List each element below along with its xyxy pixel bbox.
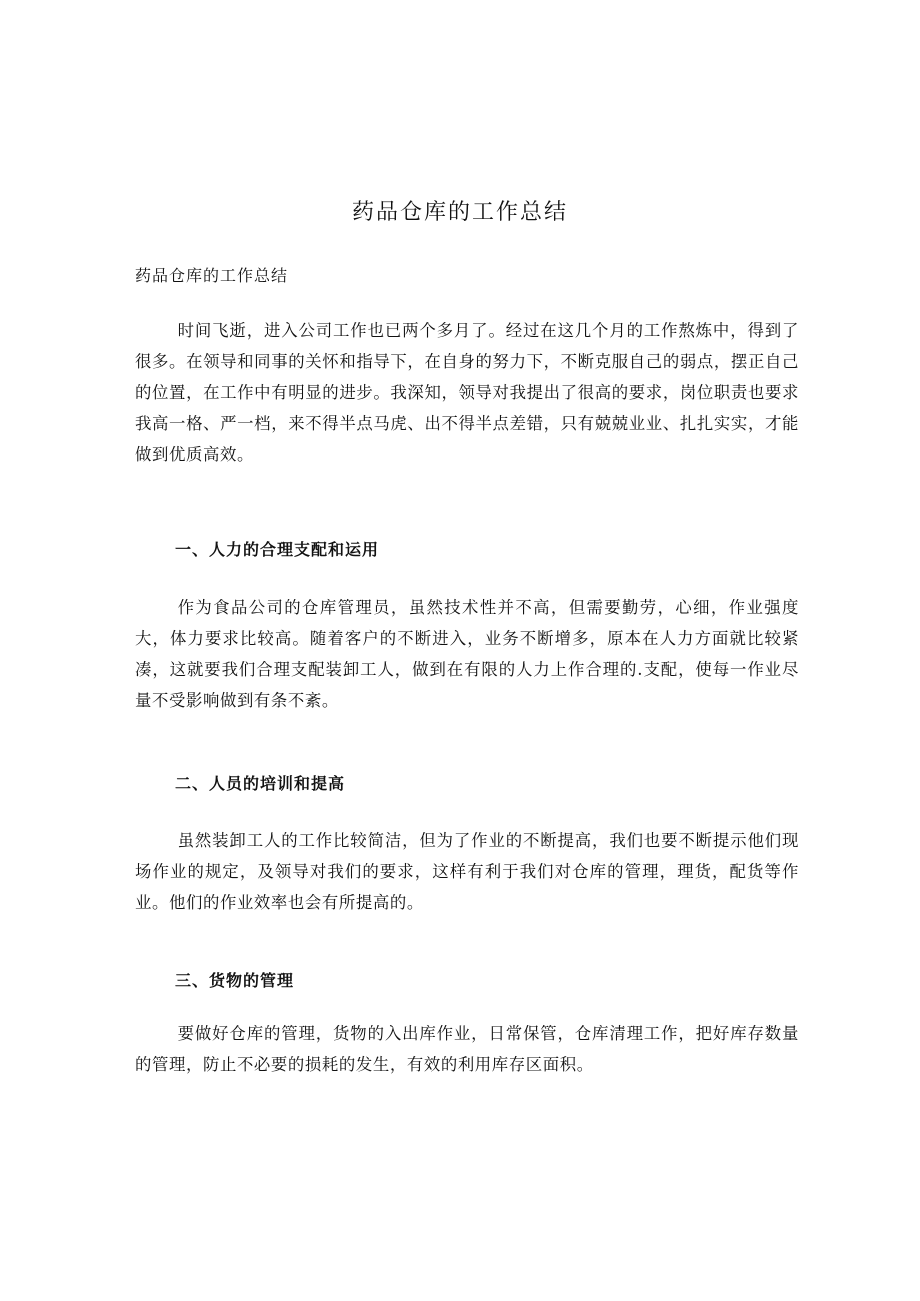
intro-paragraph: 时间飞逝，进入公司工作也已两个多月了。经过在这几个月的工作熬炼中，得到了很多。在领导和同事的关怀和指导下，在自身的努力下，不断克服自己的弱点，摆正自己的位置，在工作中有明显的进步。我深知，领导对我提出了很高的要求，岗位职责也要求我高一格、严一档，来不得半点马虎、出不得半点差错，只有兢兢业业、扎扎实实，才能做到优质高效。 (135, 321, 799, 464)
section-paragraph-training: 虽然装卸工人的工作比较简洁，但为了作业的不断提高，我们也要不断提示他们现场作业的规定，及领导对我们的要求，这样有利于我们对仓库的管理，理货，配货等作业。他们的作业效率也会有所提高的。 (135, 831, 799, 912)
section-paragraph-goods: 要做好仓库的管理，货物的入出库作业，日常保管，仓库清理工作，把好库存数量的管理，防止不必要的损耗的发生，有效的利用库存区面积。 (135, 1024, 799, 1074)
section-heading-training: 二、人员的培训和提高 (175, 774, 346, 793)
document-subtitle: 药品仓库的工作总结 (135, 266, 289, 285)
section-heading-goods: 三、货物的管理 (175, 971, 295, 990)
section-paragraph-manpower: 作为食品公司的仓库管理员，虽然技术性并不高，但需要勤劳，心细，作业强度大，体力要求比较高。随着客户的不断进入，业务不断增多，原本在人力方面就比较紧凑，这就要我们合理支配装卸工人，做到在有限的人力上作合理的.支配，使每一作业尽量不受影响做到有条不紊。 (135, 598, 799, 710)
document-title: 药品仓库的工作总结 (351, 200, 568, 225)
section-heading-manpower: 一、人力的合理支配和运用 (175, 540, 380, 559)
